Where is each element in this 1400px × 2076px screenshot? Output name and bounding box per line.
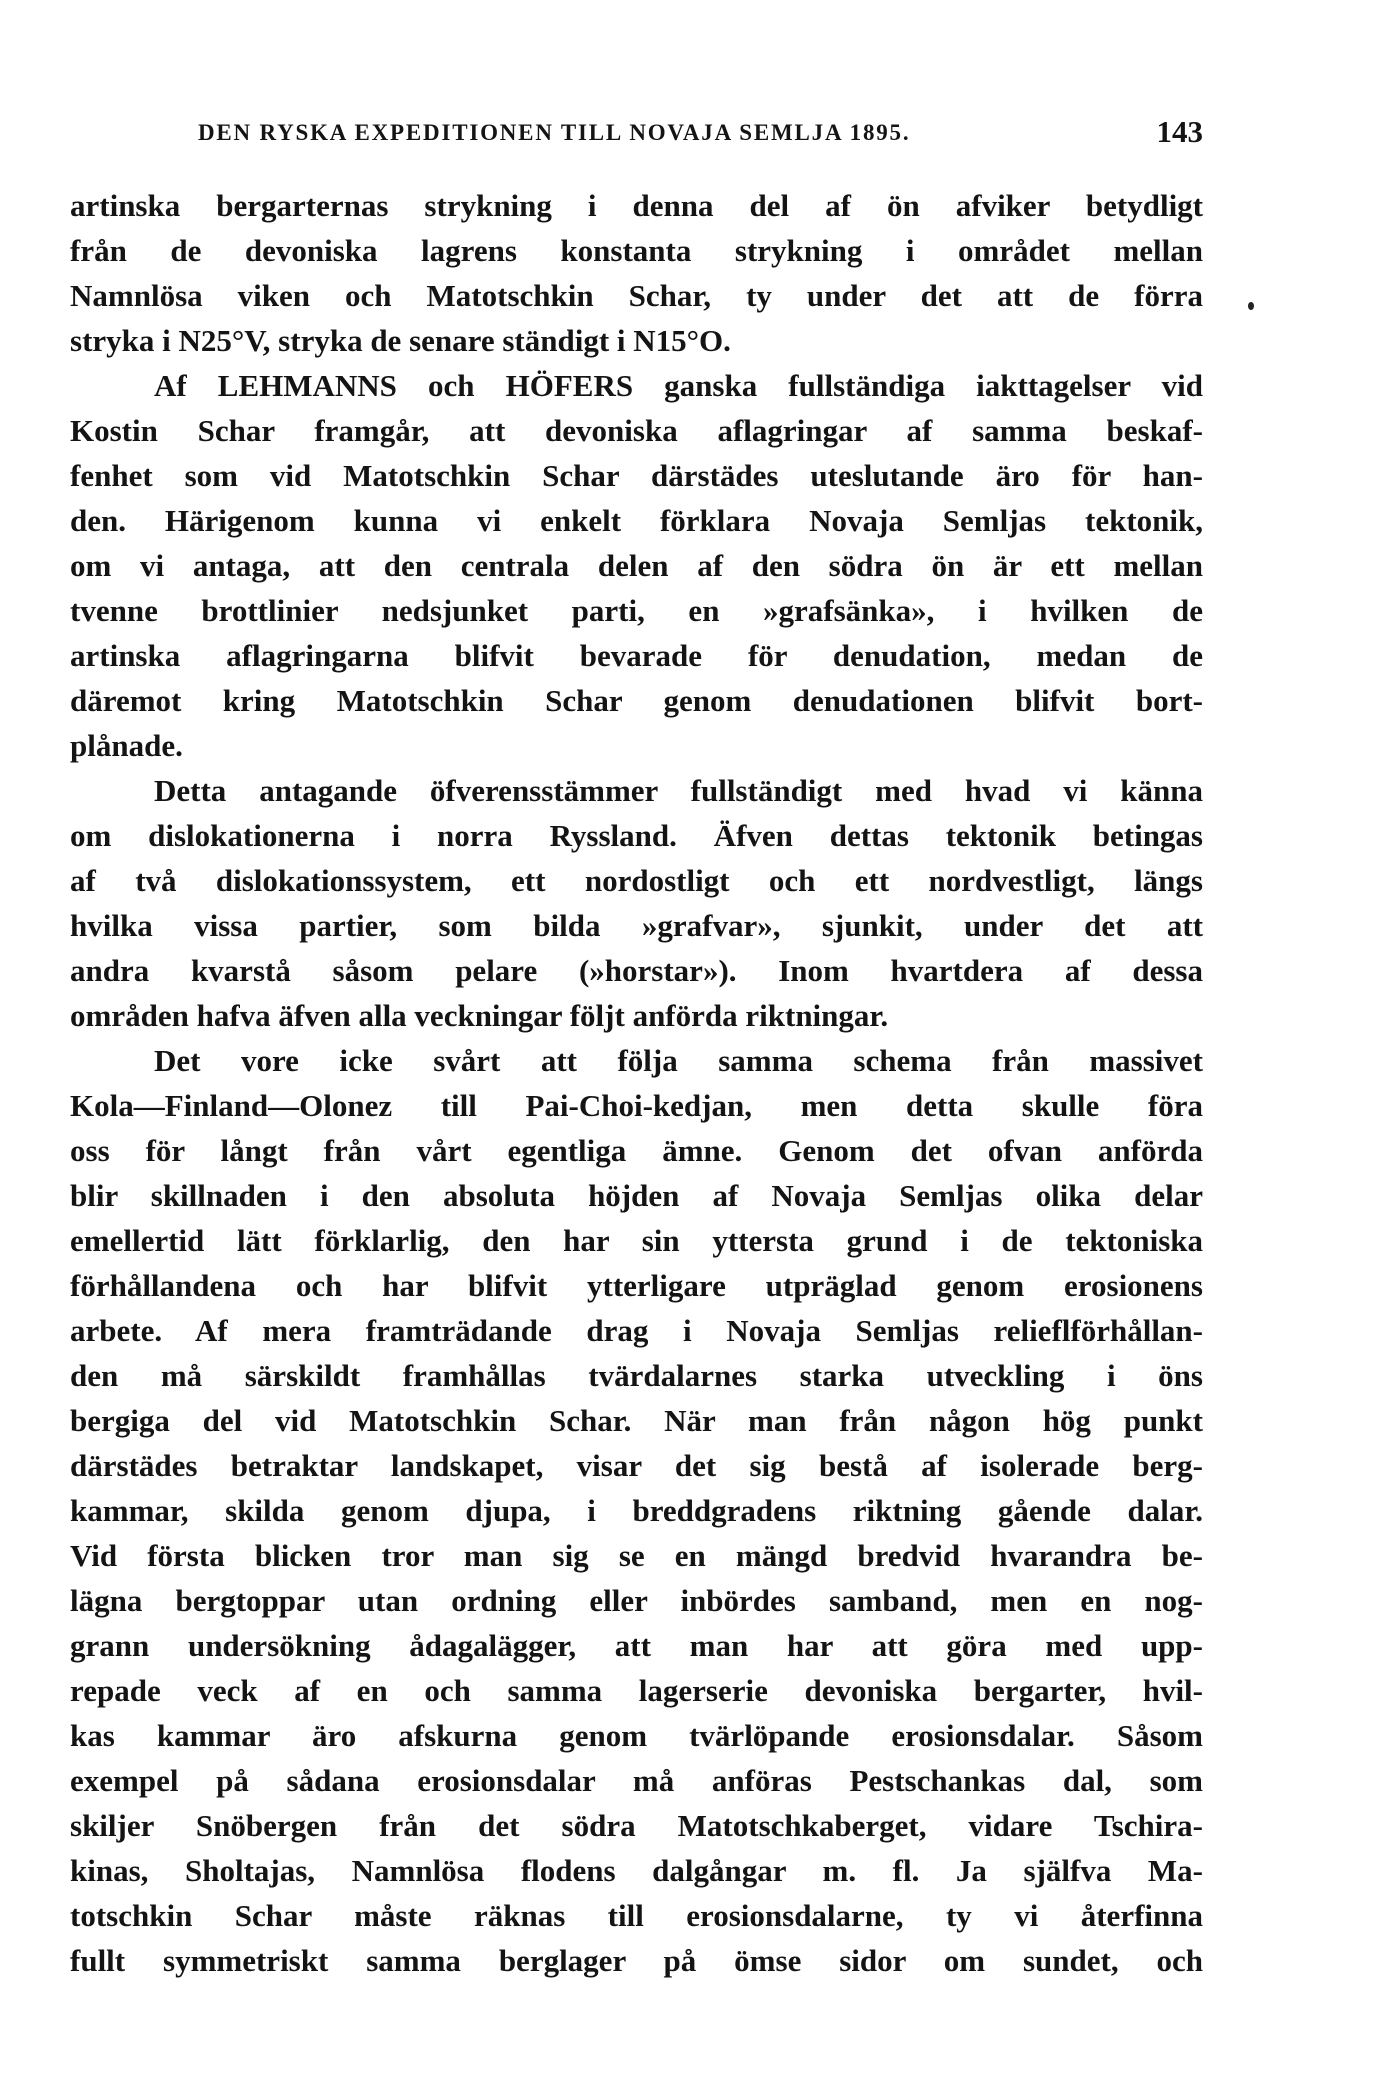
text-line: Vid första blicken tror man sig se en mängd bredvid hvarandra be- — [70, 1538, 1203, 1573]
text-line: om vi antaga, att den centrala delen af den södra ön är ett mellan — [70, 548, 1203, 583]
text-line: däremot kring Matotschkin Schar genom denudationen blifvit bort- — [70, 683, 1203, 718]
text-line: plånade. — [70, 728, 183, 763]
text-line: Detta antagande öfverensstämmer fullständigt med hvad vi känna — [154, 773, 1203, 808]
text-line: grann undersökning ådagalägger, att man har att göra med upp- — [70, 1628, 1203, 1663]
text-line: därstädes betraktar landskapet, visar det sig bestå af isolerade berg- — [70, 1448, 1203, 1483]
text-line: om dislokationerna i norra Ryssland. Äfven dettas tektonik betingas — [70, 818, 1203, 853]
text-line: från de devoniska lagrens konstanta strykning i området mellan — [70, 233, 1203, 268]
text-line: Af LEHMANNS och HÖFERS ganska fullständiga iakttagelser vid — [154, 368, 1203, 403]
text-line: Kola—Finland—Olonez till Pai-Choi-kedjan, men detta skulle föra — [70, 1088, 1203, 1123]
text-line: Det vore icke svårt att följa samma schema från massivet — [154, 1043, 1203, 1078]
text-line: områden hafva äfven alla veckningar följt anförda riktningar. — [70, 998, 889, 1033]
text-line: förhållandena och har blifvit ytterligare utpräglad genom erosionens — [70, 1268, 1203, 1303]
text-line: arbete. Af mera framträdande drag i Novaja Semljas relieflförhållan- — [70, 1313, 1203, 1348]
text-line: Kostin Schar framgår, att devoniska aflagringar af samma beskaf- — [70, 413, 1203, 448]
text-line: kas kammar äro afskurna genom tvärlöpande erosionsdalar. Såsom — [70, 1718, 1203, 1753]
text-line: den. Härigenom kunna vi enkelt förklara Novaja Semljas tektonik, — [70, 503, 1203, 538]
text-line: kammar, skilda genom djupa, i breddgradens riktning gående dalar. — [70, 1493, 1203, 1528]
text-line: oss för långt från vårt egentliga ämne. Genom det ofvan anförda — [70, 1133, 1203, 1168]
text-line: fenhet som vid Matotschkin Schar därstädes uteslutande äro för han- — [70, 458, 1203, 493]
body-text — [70, 183, 1203, 1983]
text-line: bergiga del vid Matotschkin Schar. När man från någon hög punkt — [70, 1403, 1203, 1438]
text-line: hvilka vissa partier, som bilda »grafvar», sjunkit, under det att — [70, 908, 1203, 943]
text-line: andra kvarstå såsom pelare (»horstar»). Inom hvartdera af dessa — [70, 953, 1203, 988]
text-line: artinska bergarternas strykning i denna del af ön afviker betydligt — [70, 188, 1203, 223]
text-line: skiljer Snöbergen från det södra Matotschkaberget, vidare Tschira- — [70, 1808, 1203, 1843]
page-header — [198, 114, 1203, 156]
text-line: stryka i N25°V, stryka de senare ständigt i N15°O. — [70, 323, 731, 358]
text-line: repade veck af en och samma lagerserie devoniska bergarter, hvil- — [70, 1673, 1203, 1708]
text-line: blir skillnaden i den absoluta höjden af Novaja Semljas olika delar — [70, 1178, 1203, 1213]
text-line: exempel på sådana erosionsdalar må anföras Pestschankas dal, som — [70, 1763, 1203, 1798]
text-line: tvenne brottlinier nedsjunket parti, en »grafsänka», i hvilken de — [70, 593, 1203, 628]
text-line: totschkin Schar måste räknas till erosionsdalarne, ty vi återfinna — [70, 1898, 1203, 1933]
text-line: artinska aflagringarna blifvit bevarade för denudation, medan de — [70, 638, 1203, 673]
page-number: 143 — [1156, 114, 1203, 149]
text-line: lägna bergtoppar utan ordning eller inbördes samband, men en nog- — [70, 1583, 1203, 1618]
print-speck — [1248, 302, 1254, 310]
text-line: den må särskildt framhållas tvärdalarnes starka utveckling i öns — [70, 1358, 1203, 1393]
text-line: af två dislokationssystem, ett nordostligt och ett nordvestligt, längs — [70, 863, 1203, 898]
text-line: fullt symmetriskt samma berglager på ömse sidor om sundet, och — [70, 1943, 1203, 1978]
text-line: Namnlösa viken och Matotschkin Schar, ty under det att de förra — [70, 278, 1203, 313]
running-title: DEN RYSKA EXPEDITIONEN TILL NOVAJA SEMLJA 1895. — [198, 120, 911, 145]
text-line: kinas, Sholtajas, Namnlösa flodens dalgångar m. fl. Ja själfva Ma- — [70, 1853, 1203, 1888]
text-line: emellertid lätt förklarlig, den har sin yttersta grund i de tektoniska — [70, 1223, 1203, 1258]
